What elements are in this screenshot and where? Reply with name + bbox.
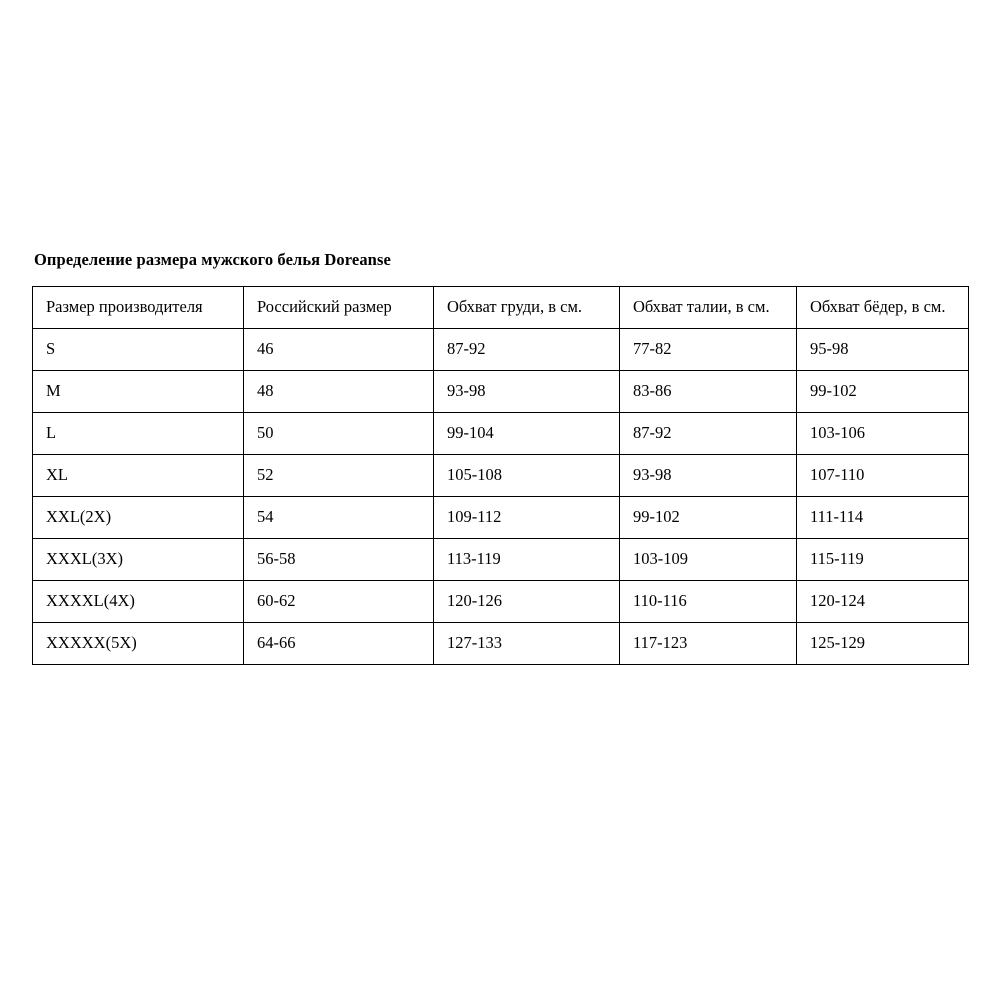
cell-waist: 83-86 bbox=[620, 370, 797, 412]
table-row bbox=[33, 496, 969, 538]
cell-waist: 77-82 bbox=[620, 328, 797, 370]
table-row bbox=[33, 622, 969, 664]
cell-waist: 93-98 bbox=[620, 454, 797, 496]
cell-chest: 127-133 bbox=[434, 622, 620, 664]
cell-chest: 93-98 bbox=[434, 370, 620, 412]
cell-manufacturer-size: S bbox=[33, 328, 244, 370]
column-header-chest: Обхват груди, в см. bbox=[434, 286, 620, 328]
cell-manufacturer-size: M bbox=[33, 370, 244, 412]
table-row bbox=[33, 370, 969, 412]
cell-manufacturer-size: XXXXX(5X) bbox=[33, 622, 244, 664]
cell-russian-size: 64-66 bbox=[244, 622, 434, 664]
table-row bbox=[33, 580, 969, 622]
cell-waist: 87-92 bbox=[620, 412, 797, 454]
cell-chest: 109-112 bbox=[434, 496, 620, 538]
cell-chest: 105-108 bbox=[434, 454, 620, 496]
size-chart-table bbox=[32, 286, 969, 665]
cell-russian-size: 56-58 bbox=[244, 538, 434, 580]
cell-hips: 107-110 bbox=[797, 454, 969, 496]
column-header-manufacturer-size: Размер производителя bbox=[33, 286, 244, 328]
column-header-hips: Обхват бёдер, в см. bbox=[797, 286, 969, 328]
cell-russian-size: 52 bbox=[244, 454, 434, 496]
cell-waist: 103-109 bbox=[620, 538, 797, 580]
cell-waist: 99-102 bbox=[620, 496, 797, 538]
cell-manufacturer-size: L bbox=[33, 412, 244, 454]
cell-chest: 120-126 bbox=[434, 580, 620, 622]
cell-russian-size: 50 bbox=[244, 412, 434, 454]
cell-russian-size: 60-62 bbox=[244, 580, 434, 622]
table-row bbox=[33, 454, 969, 496]
cell-manufacturer-size: XXL(2X) bbox=[33, 496, 244, 538]
table-row bbox=[33, 538, 969, 580]
cell-chest: 113-119 bbox=[434, 538, 620, 580]
cell-manufacturer-size: XXXXL(4X) bbox=[33, 580, 244, 622]
cell-chest: 99-104 bbox=[434, 412, 620, 454]
cell-russian-size: 48 bbox=[244, 370, 434, 412]
column-header-waist: Обхват талии, в см. bbox=[620, 286, 797, 328]
page-title: Определение размера мужского белья Doreanse bbox=[34, 250, 391, 269]
table-row bbox=[33, 412, 969, 454]
cell-russian-size: 54 bbox=[244, 496, 434, 538]
cell-hips: 99-102 bbox=[797, 370, 969, 412]
cell-hips: 115-119 bbox=[797, 538, 969, 580]
document-body bbox=[32, 250, 968, 665]
cell-manufacturer-size: XL bbox=[33, 454, 244, 496]
table-header-row bbox=[33, 286, 969, 328]
cell-hips: 95-98 bbox=[797, 328, 969, 370]
cell-hips: 111-114 bbox=[797, 496, 969, 538]
column-header-russian-size: Российский размер bbox=[244, 286, 434, 328]
cell-russian-size: 46 bbox=[244, 328, 434, 370]
cell-manufacturer-size: XXXL(3X) bbox=[33, 538, 244, 580]
cell-hips: 103-106 bbox=[797, 412, 969, 454]
cell-chest: 87-92 bbox=[434, 328, 620, 370]
cell-waist: 110-116 bbox=[620, 580, 797, 622]
cell-waist: 117-123 bbox=[620, 622, 797, 664]
cell-hips: 120-124 bbox=[797, 580, 969, 622]
table-row bbox=[33, 328, 969, 370]
cell-hips: 125-129 bbox=[797, 622, 969, 664]
